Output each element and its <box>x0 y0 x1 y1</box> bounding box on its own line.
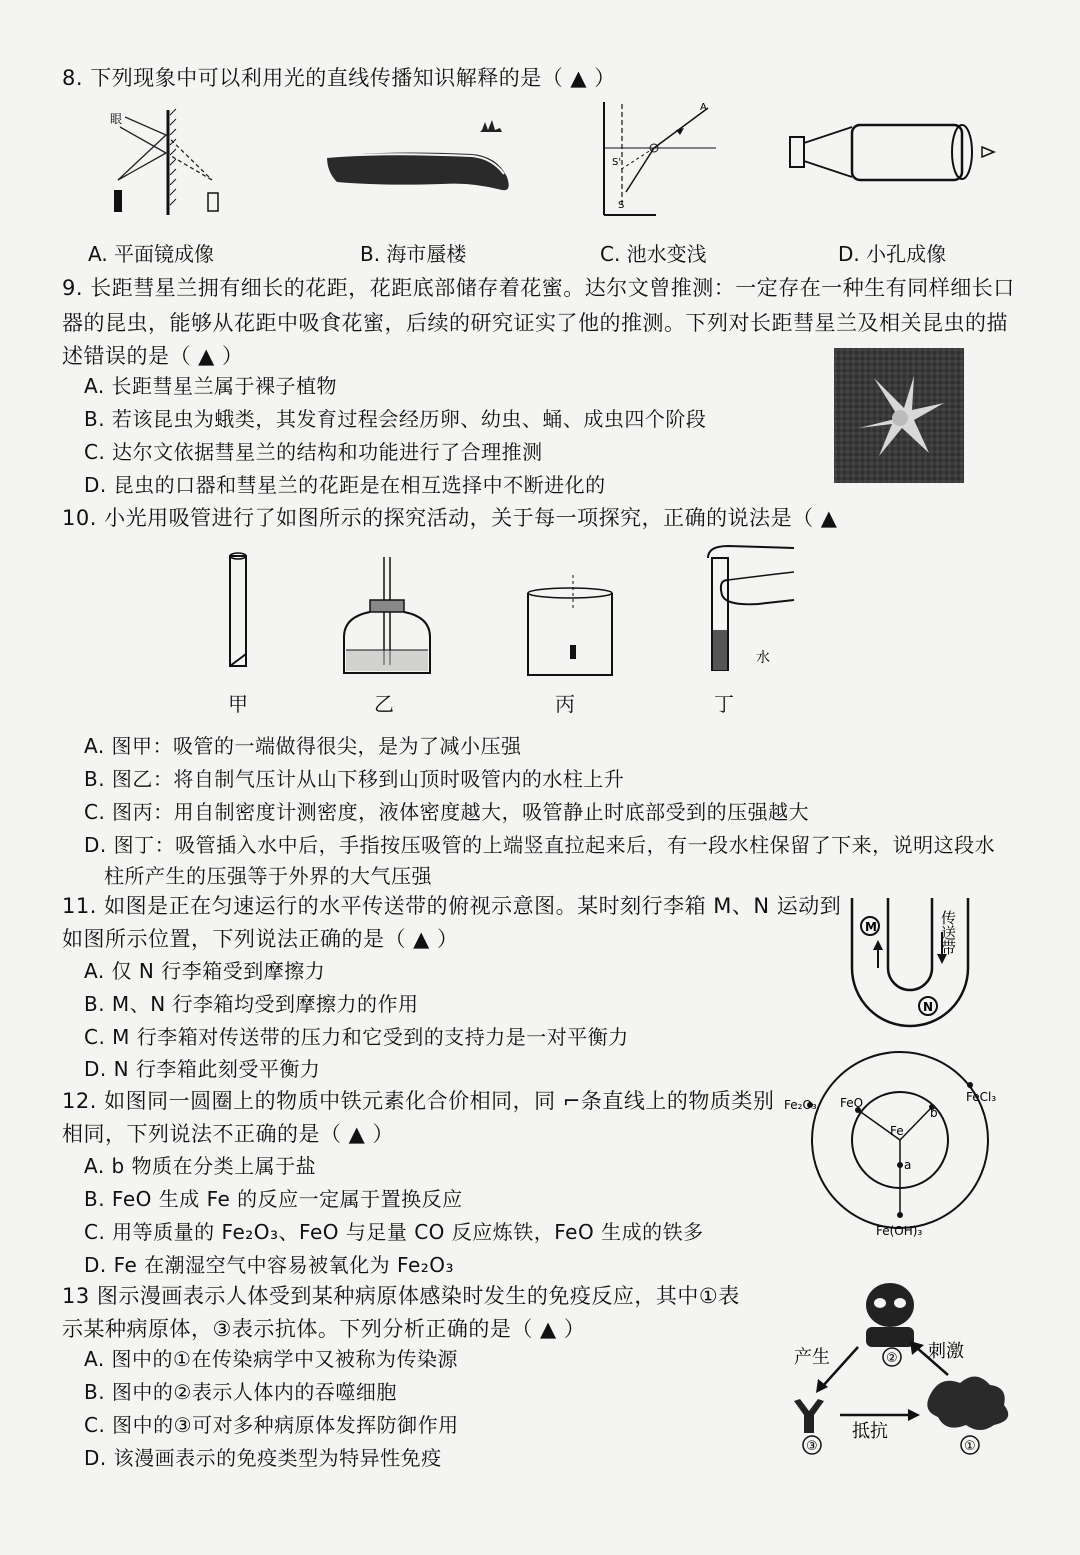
q10-figure-yi-barometer <box>332 555 442 680</box>
q12-a-label: a <box>904 1158 912 1172</box>
q13-label-3: ③ <box>806 1439 818 1454</box>
q10-option-d: D. 图丁：吸管插入水中后，手指按压吸管的上端竖直拉起来后，有一段水柱保留了下来，说明这段水 <box>84 833 996 857</box>
q13-label-2: ② <box>886 1351 898 1366</box>
q13-immune-cartoon <box>780 1275 1025 1465</box>
q10-figure-jia-straw <box>218 550 258 680</box>
q10-label-ding: 丁 <box>714 692 734 716</box>
q10-water-label: 水 <box>756 650 770 666</box>
q13-option-a: A. 图中的①在传染病学中又被称为传染源 <box>84 1347 458 1371</box>
q11-stem-line1: 11. 如图是正在匀速运行的水平传送带的俯视示意图。某时刻行李箱 M、N 运动到 <box>62 894 842 918</box>
q8-option-a: A. 平面镜成像 <box>88 242 215 266</box>
q12-option-a: A. b 物质在分类上属于盐 <box>84 1154 317 1178</box>
q12-fe2o3-label: Fe₂O₃ <box>784 1098 817 1112</box>
q11-option-a: A. 仅 N 行李箱受到摩擦力 <box>84 959 326 983</box>
q11-n-label: N <box>923 1000 934 1014</box>
q13-label-1: ① <box>964 1439 976 1454</box>
svg-text:眼: 眼 <box>110 112 123 126</box>
q10-label-yi: 乙 <box>374 692 394 716</box>
q10-option-b: B. 图乙：将自制气压计从山下移到山顶时吸管内的水柱上升 <box>84 767 625 791</box>
q13-option-b: B. 图中的②表示人体内的吞噬细胞 <box>84 1380 397 1404</box>
svg-text:S': S' <box>612 157 622 168</box>
q11-option-c: C. M 行李箱对传送带的压力和它受到的支持力是一对平衡力 <box>84 1025 629 1049</box>
q10-option-c: C. 图丙：用自制密度计测密度，液体密度越大，吸管静止时底部受到的压强越大 <box>84 800 810 824</box>
q8-figure-d-pinhole <box>782 115 1007 195</box>
q12-option-d: D. Fe 在潮湿空气中容易被氧化为 Fe₂O₃ <box>84 1253 455 1277</box>
q8-option-d: D. 小孔成像 <box>838 242 947 266</box>
svg-text:S: S <box>618 200 625 211</box>
q10-option-d-cont: 柱所产生的压强等于外界的大气压强 <box>104 864 432 888</box>
q9-option-d: D. 昆虫的口器和彗星兰的花距是在相互选择中不断进化的 <box>84 473 606 497</box>
q12-fe-label: Fe <box>890 1124 904 1138</box>
q11-m-label: M <box>865 920 877 934</box>
q9-stem-line1: 9. 长距彗星兰拥有细长的花距，花距底部储存着花蜜。达尔文曾推测：一定存在一种生有同样细长口 <box>62 276 1015 300</box>
q12-stem-line1: 12. 如图同一圆圈上的物质中铁元素化合价相同，同 ⌐条直线上的物质类别 <box>62 1089 775 1113</box>
q10-option-a: A. 图甲：吸管的一端做得很尖，是为了减小压强 <box>84 734 522 758</box>
q13-stem-line1: 13 图示漫画表示人体受到某种病原体感染时发生的免疫反应，其中①表 <box>62 1284 740 1308</box>
q8-figure-a-plane-mirror <box>100 105 230 220</box>
q9-stem-line3: 述错误的是（ ▲ ） <box>62 344 244 368</box>
q12-stem-line2: 相同，下列说法不正确的是（ ▲ ） <box>62 1122 394 1146</box>
q10-stem: 10. 小光用吸管进行了如图所示的探究活动，关于每一项探究，正确的说法是（ ▲ <box>62 506 838 530</box>
q12-feo-label: FeO <box>840 1096 864 1110</box>
q12-option-b: B. FeO 生成 Fe 的反应一定属于置换反应 <box>84 1187 463 1211</box>
q13-option-c: C. 图中的③可对多种病原体发挥防御作用 <box>84 1413 459 1437</box>
q8-stem: 8. 下列现象中可以利用光的直线传播知识解释的是（ ▲ ） <box>62 66 616 90</box>
q8-figure-b-mirage <box>322 112 527 202</box>
q11-conveyor-figure <box>840 888 980 1033</box>
q10-figure-bing-densimeter <box>520 575 620 680</box>
q12-iron-compounds-figure <box>780 1045 1020 1240</box>
q13-resist-label: 抵抗 <box>852 1421 888 1442</box>
q12-b-label: b <box>930 1106 938 1120</box>
q12-fecl3-label: FeCl₃ <box>966 1090 997 1104</box>
q10-label-bing: 丙 <box>555 692 575 716</box>
q8-figure-c-shallow-pool <box>596 100 721 220</box>
q11-option-d: D. N 行李箱此刻受平衡力 <box>84 1057 321 1081</box>
q12-option-c: C. 用等质量的 Fe₂O₃、FeO 与足量 CO 反应炼铁，FeO 生成的铁多 <box>84 1220 704 1244</box>
q11-stem-line2: 如图所示位置，下列说法正确的是（ ▲ ） <box>62 927 459 951</box>
q13-produce-label: 产生 <box>794 1347 830 1368</box>
q13-option-d: D. 该漫画表示的免疫类型为特异性免疫 <box>84 1446 442 1470</box>
q8-option-b: B. 海市蜃楼 <box>360 242 467 266</box>
svg-text:A: A <box>700 102 707 113</box>
q13-stem-line2: 示某种病原体，③表示抗体。下列分析正确的是（ ▲ ） <box>62 1317 586 1341</box>
q11-option-b: B. M、N 行李箱均受到摩擦力的作用 <box>84 992 419 1016</box>
q10-figure-ding-finger-straw <box>698 540 798 685</box>
q13-stimulate-label: 刺激 <box>928 1341 964 1362</box>
q12-feoh3-label: Fe(OH)₃ <box>876 1224 923 1238</box>
q9-option-c: C. 达尔文依据彗星兰的结构和功能进行了合理推测 <box>84 440 543 464</box>
q9-orchid-photo <box>834 348 964 483</box>
q9-stem-line2: 器的昆虫，能够从花距中吸食花蜜，后续的研究证实了他的推测。下列对长距彗星兰及相关昆虫的描 <box>62 311 1008 335</box>
q9-option-b: B. 若该昆虫为蛾类，其发育过程会经历卵、幼虫、蛹、成虫四个阶段 <box>84 407 707 431</box>
q10-label-jia: 甲 <box>228 692 248 716</box>
q8-option-c: C. 池水变浅 <box>600 242 707 266</box>
q11-conveyor-label: 传送带 <box>939 910 957 955</box>
q9-option-a: A. 长距彗星兰属于裸子植物 <box>84 374 338 398</box>
